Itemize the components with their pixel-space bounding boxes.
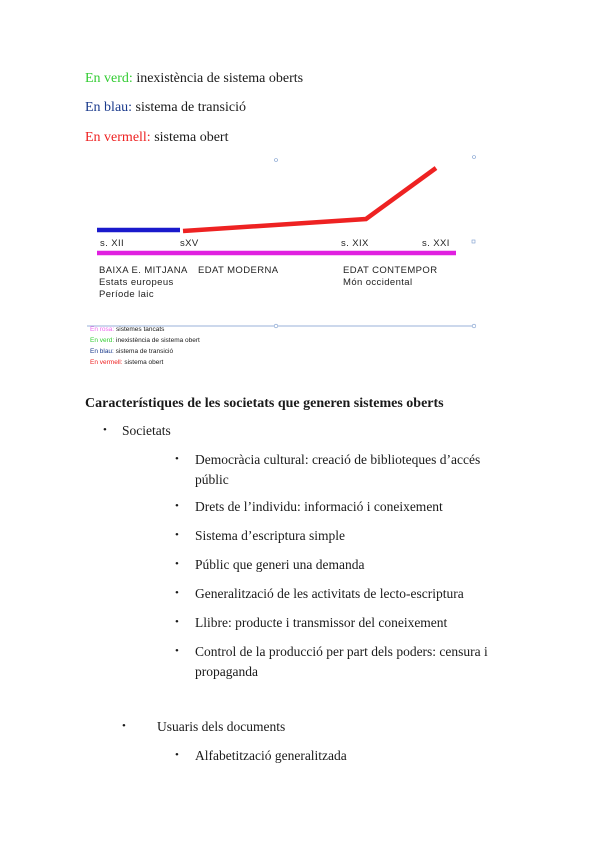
bullet-icon: • xyxy=(175,587,179,599)
legend-red-label: En vermell: xyxy=(85,130,151,145)
tick-s-xxi: s. XXI xyxy=(422,238,450,249)
handle-bottom-right xyxy=(472,324,476,328)
mini-legend-vermell-label: En vermell: xyxy=(90,359,123,366)
period-mon: Món occidental xyxy=(343,277,413,288)
red-segment xyxy=(183,168,436,231)
list-item: Públic que generi una demanda xyxy=(195,557,365,572)
societats-heading: Societats xyxy=(122,423,171,438)
bullet-icon: • xyxy=(175,558,179,570)
list-item: públic xyxy=(195,472,229,487)
bullet-icon: • xyxy=(175,500,179,512)
mini-legend-blau-label: En blau: xyxy=(90,348,114,355)
mini-legend-verd-label: En verd: xyxy=(90,337,115,344)
period-moderna: EDAT MODERNA xyxy=(198,265,279,276)
period-contempor: EDAT CONTEMPOR xyxy=(343,265,438,276)
list-item: propaganda xyxy=(195,664,258,679)
legend-blue-text: sistema de transició xyxy=(132,100,246,115)
mini-legend-verd xyxy=(90,337,200,344)
mini-legend-verd-text: inexistència de sistema obert xyxy=(114,337,200,344)
handle-right xyxy=(472,240,475,243)
tick-s-xv: sXV xyxy=(180,238,199,249)
period-baixa: BAIXA E. MITJANA xyxy=(99,265,188,276)
period-laic: Període laic xyxy=(99,289,154,300)
usuaris-heading: Usuaris dels documents xyxy=(157,719,286,734)
legend-green-label: En verd: xyxy=(85,71,133,86)
mini-legend-rosa-label: En rosa: xyxy=(90,326,115,333)
tick-s-xii: s. XII xyxy=(100,238,125,249)
mini-legend-rosa-text: sistemes tancats xyxy=(114,326,165,333)
bullet-icon: • xyxy=(175,453,179,465)
legend-green-text: inexistència de sistema oberts xyxy=(132,71,304,86)
list-item: Llibre: producte i transmissor del coneixement xyxy=(195,615,448,630)
handle-top xyxy=(275,159,278,162)
bullet-icon: • xyxy=(175,616,179,628)
list-item: Sistema d’escriptura simple xyxy=(195,528,345,543)
bullet-icon: • xyxy=(175,529,179,541)
bullet-icon: • xyxy=(175,645,179,657)
mini-legend-vermell-text: sistema obert xyxy=(122,359,164,366)
legend-red-text: sistema obert xyxy=(150,130,229,145)
handle-bottom xyxy=(274,324,278,328)
legend-blue-label: En blau: xyxy=(85,100,133,115)
mini-legend-vermell xyxy=(90,359,163,366)
mini-legend-blau xyxy=(90,348,173,355)
mini-legend-rosa xyxy=(90,326,164,333)
handle-top-right xyxy=(473,156,476,159)
period-estats: Estats europeus xyxy=(99,277,174,288)
timeline-diagram xyxy=(0,0,599,380)
list-item: Generalització de les activitats de lecto-escriptura xyxy=(195,586,464,601)
list-item: Control de la producció per part dels poders: censura i xyxy=(195,644,488,659)
bullet-icon: • xyxy=(122,720,126,732)
bullet-icon: • xyxy=(175,749,179,761)
tick-s-xix: s. XIX xyxy=(341,238,369,249)
list-item: Democràcia cultural: creació de biblioteques d’accés xyxy=(195,452,481,467)
section-title: Característiques de les societats que generen sistemes oberts xyxy=(85,396,444,411)
list-item: Drets de l’individu: informació i coneixement xyxy=(195,499,443,514)
mini-legend-blau-text: sistema de transició xyxy=(113,348,174,355)
list-item: Alfabetització generalitzada xyxy=(195,748,347,763)
bullet-icon: • xyxy=(103,424,107,436)
